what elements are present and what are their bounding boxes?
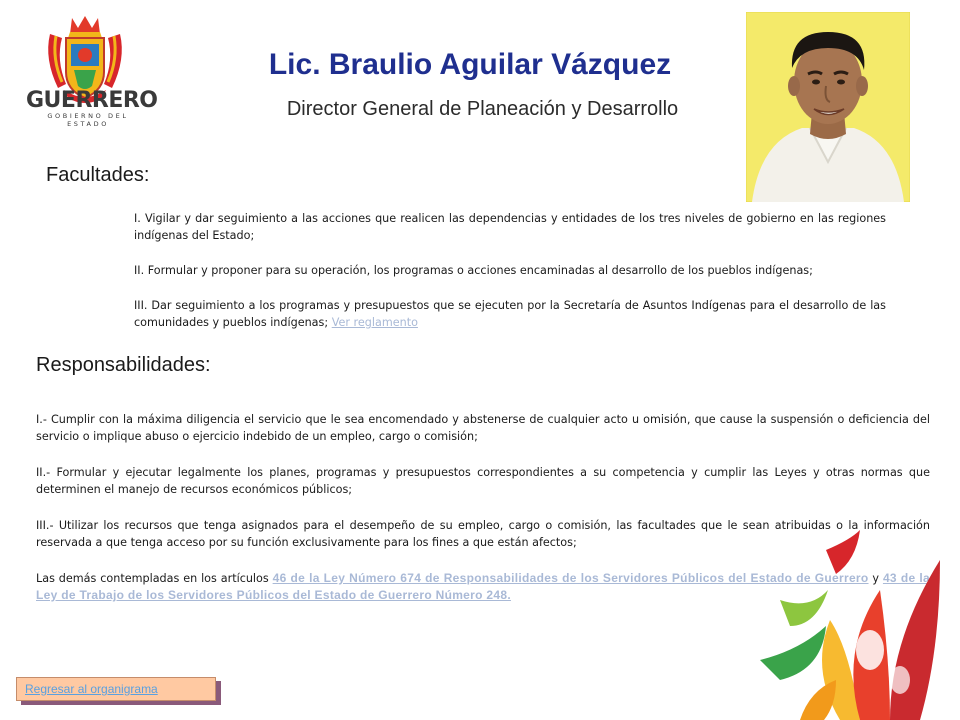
logo-subtitle: GOBIERNO DEL ESTADO — [47, 112, 129, 128]
facultad-item-1: I. Vigilar y dar seguimiento a las acciones que realicen las dependencias y entidades de los tres niveles de gobierno en las regiones indígenas del Estado; — [134, 212, 886, 242]
official-portrait-photo — [746, 12, 910, 202]
back-to-organigram-label[interactable]: Regresar al organigrama — [16, 677, 216, 701]
conjunction-text: y — [872, 572, 880, 585]
back-to-organigram-button[interactable] — [16, 677, 224, 707]
decorative-bird-graphic — [740, 530, 960, 720]
responsabilidad-item-1: I.- Cumplir con la máxima diligencia el servicio que le sea encomendado y abstenerse de cualquier acto u omisión, que cause la suspensión o deficiencia del servicio o implique abuso o ejercicio indebido de un empleo, cargo o comisión; — [36, 413, 930, 443]
facultad-item-3-text: III. Dar seguimiento a los programas y presupuestos que se ejecuten por la Secretaría de Asuntos Indígenas para el desarrollo de las comunidades y pueblos indígenas; — [134, 299, 886, 329]
logo-wordmark: GUERRERO — [26, 88, 158, 113]
responsabilidad-item-2: II.- Formular y ejecutar legalmente los planes, programas y presupuestos correspondientes a su competencia y cumplir las Leyes y otras normas que determinen el manejo de recursos económicos públicos; — [36, 466, 930, 496]
facultad-item-3 — [134, 297, 886, 331]
official-name-title: Lic. Braulio Aguilar Vázquez — [268, 48, 672, 81]
facultad-item-2: II. Formular y proponer para su operación, los programas o acciones encaminadas al desarrollo de los pueblos indígenas; — [134, 264, 813, 277]
official-position-subtitle: Director General de Planeación y Desarrollo — [286, 98, 679, 120]
ver-reglamento-link[interactable]: Ver reglamento — [331, 316, 418, 329]
ley-674-link[interactable]: 46 de la Ley Número 674 de Responsabilidades de los Servidores Públicos del Estado de Guerrero — [272, 571, 869, 585]
demas-prefix-text: Las demás contempladas en los artículos — [36, 572, 269, 585]
ley-248-link[interactable]: 43 de la Ley de Trabajo de los Servidores Públicos del Estado de Guerrero Número 248. — [36, 571, 931, 602]
facultades-heading: Facultades: — [46, 164, 150, 186]
responsabilidades-heading: Responsabilidades: — [36, 354, 211, 376]
responsabilidad-item-3: III.- Utilizar los recursos que tenga asignados para el desempeño de su empleo, cargo o comisión, las facultades que le sean atribuidas o la información reservada a que tenga acceso por su función exclusivamente para los fines a que están afectos; — [36, 519, 930, 549]
